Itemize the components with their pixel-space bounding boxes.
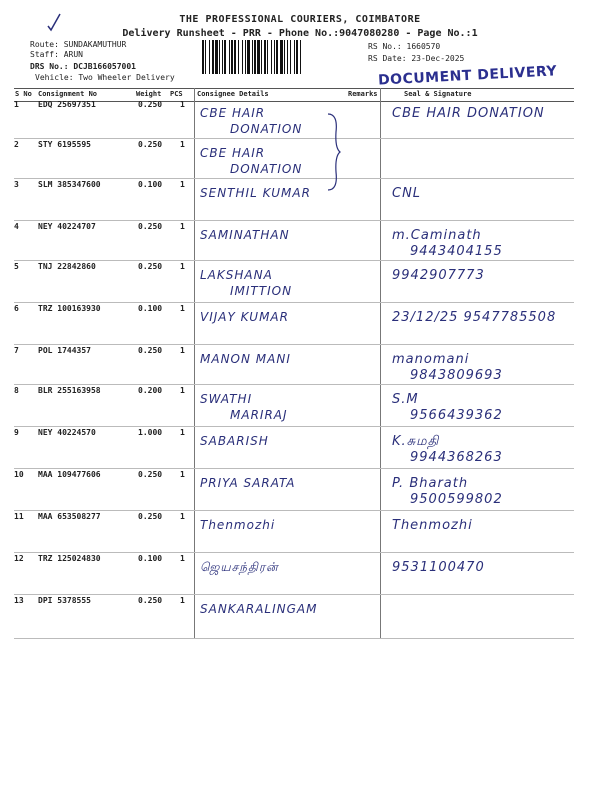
row-divider (14, 384, 574, 385)
consignee-name-line2: IMITTION (230, 284, 293, 298)
row-divider (14, 468, 574, 469)
consignee-name: SANKARALINGAM (200, 602, 318, 616)
row-sno: 1 (14, 100, 19, 109)
row-weight: 0.250 (138, 100, 163, 109)
row-consignment-no: BLR 255163958 (38, 386, 101, 395)
row-consignment-no: POL 1744357 (38, 346, 91, 355)
row-pcs: 1 (180, 596, 185, 605)
row-sno: 7 (14, 346, 19, 355)
row-consignment-no: MAA 109477606 (38, 470, 101, 479)
row-weight: 0.200 (138, 386, 163, 395)
row-weight: 0.250 (138, 222, 163, 231)
signature: P. Bharath (392, 476, 469, 491)
consignee-name: ஜெயசந்திரன் (200, 560, 279, 574)
consignee-name: PRIYA SARATA (200, 476, 296, 490)
consignee-name: MANON MANI (200, 352, 291, 366)
consignee-name: CBE HAIR (200, 146, 266, 160)
row-pcs: 1 (180, 180, 185, 189)
row-weight: 0.250 (138, 346, 163, 355)
row-sno: 10 (14, 470, 24, 479)
row-pcs: 1 (180, 222, 185, 231)
row-consignment-no: TRZ 100163930 (38, 304, 101, 313)
signature: 9531100470 (392, 560, 485, 575)
consignee-name: SWATHI (200, 392, 253, 406)
row-sno: 4 (14, 222, 19, 231)
col-remarks: Remarks (348, 90, 378, 98)
row-consignment-no: EDQ 25697351 (38, 100, 96, 109)
row-divider (14, 138, 574, 139)
runsheet-title: Delivery Runsheet - PRR - Phone No.:9047080280 - Page No.:1 (122, 28, 478, 39)
row-sno: 9 (14, 428, 19, 437)
signature: manomani (392, 352, 470, 367)
col-consignment: Consignment No (38, 90, 98, 98)
consignee-name: SAMINATHAN (200, 228, 290, 242)
row-weight: 0.100 (138, 304, 163, 313)
row-consignment-no: NEY 40224707 (38, 222, 96, 231)
vehicle-label: Vehicle: Two Wheeler Delivery (35, 73, 175, 82)
row-pcs: 1 (180, 512, 185, 521)
row-pcs: 1 (180, 470, 185, 479)
signature-phone: 9443404155 (410, 244, 503, 259)
row-pcs: 1 (180, 554, 185, 563)
rs-number: RS No.: 1660570 (368, 42, 441, 51)
consignee-name: LAKSHANA (200, 268, 273, 282)
consignee-name-line2: MARIRAJ (230, 408, 288, 422)
signature: CNL (392, 186, 422, 201)
row-divider (14, 220, 574, 221)
barcode (200, 40, 365, 74)
row-pcs: 1 (180, 304, 185, 313)
signature-phone: 9843809693 (410, 368, 503, 383)
consignee-name: VIJAY KUMAR (200, 310, 289, 324)
document-delivery-stamp: DOCUMENT DELIVERY (377, 63, 558, 89)
consignee-name: SENTHIL KUMAR (200, 186, 311, 200)
row-consignment-no: TNJ 22842860 (38, 262, 96, 271)
row-weight: 0.100 (138, 180, 163, 189)
row-sno: 13 (14, 596, 24, 605)
signature: Thenmozhi (392, 518, 473, 533)
col-pcs: PCS (170, 90, 183, 98)
row-weight: 0.250 (138, 512, 163, 521)
row-consignment-no: NEY 40224570 (38, 428, 96, 437)
row-weight: 1.000 (138, 428, 163, 437)
row-pcs: 1 (180, 386, 185, 395)
row-weight: 0.250 (138, 470, 163, 479)
row-weight: 0.250 (138, 596, 163, 605)
row-sno: 11 (14, 512, 24, 521)
row-weight: 0.250 (138, 262, 163, 271)
row-consignment-no: STY 6195595 (38, 140, 91, 149)
consignee-name-line2: DONATION (230, 162, 303, 176)
row-pcs: 1 (180, 428, 185, 437)
signature: 23/12/25 9547785508 (392, 310, 557, 325)
row-consignment-no: SLM 385347600 (38, 180, 101, 189)
signature-phone: 9500599802 (410, 492, 503, 507)
column-divider (380, 88, 381, 638)
row-weight: 0.100 (138, 554, 163, 563)
col-consignee: Consignee Details (197, 90, 269, 98)
row-divider (14, 426, 574, 427)
row-sno: 12 (14, 554, 24, 563)
row-sno: 2 (14, 140, 19, 149)
signature: K.சுமதி (392, 434, 440, 449)
consignee-name: Thenmozhi (200, 518, 276, 532)
bracket-icon (326, 112, 342, 192)
consignee-name: SABARISH (200, 434, 269, 448)
row-divider (14, 302, 574, 303)
rs-date: RS Date: 23-Dec-2025 (368, 54, 465, 63)
row-sno: 6 (14, 304, 19, 313)
route-label: Route: SUNDAKAMUTHUR (30, 40, 127, 49)
signature-phone: 9566439362 (410, 408, 503, 423)
signature: 9942907773 (392, 268, 485, 283)
column-divider (194, 88, 195, 638)
signature-phone: 9944368263 (410, 450, 503, 465)
table-header (14, 88, 574, 102)
row-pcs: 1 (180, 100, 185, 109)
row-divider (14, 260, 574, 261)
company-name: THE PROFESSIONAL COURIERS, COIMBATORE (179, 14, 421, 25)
consignee-name: CBE HAIR (200, 106, 266, 120)
row-divider (14, 344, 574, 345)
signature: CBE HAIR DONATION (392, 106, 545, 121)
row-sno: 3 (14, 180, 19, 189)
row-pcs: 1 (180, 346, 185, 355)
row-sno: 5 (14, 262, 19, 271)
row-consignment-no: MAA 653508277 (38, 512, 101, 521)
staff-label: Staff: ARUN (30, 50, 83, 59)
row-divider (14, 178, 574, 179)
row-consignment-no: TRZ 125024830 (38, 554, 101, 563)
col-sno: S No (15, 90, 32, 98)
signature: S.M (392, 392, 419, 407)
col-weight: Weight (136, 90, 162, 98)
row-consignment-no: DPI 5378555 (38, 596, 91, 605)
row-divider (14, 594, 574, 595)
row-pcs: 1 (180, 140, 185, 149)
row-sno: 8 (14, 386, 19, 395)
signature: m.Caminath (392, 228, 482, 243)
consignee-name-line2: DONATION (230, 122, 303, 136)
drs-number: DRS No.: DCJB166057001 (30, 62, 136, 71)
col-seal: Seal & Signature (404, 90, 472, 98)
row-weight: 0.250 (138, 140, 163, 149)
table-bottom-line (14, 638, 574, 639)
row-divider (14, 510, 574, 511)
row-divider (14, 552, 574, 553)
row-pcs: 1 (180, 262, 185, 271)
